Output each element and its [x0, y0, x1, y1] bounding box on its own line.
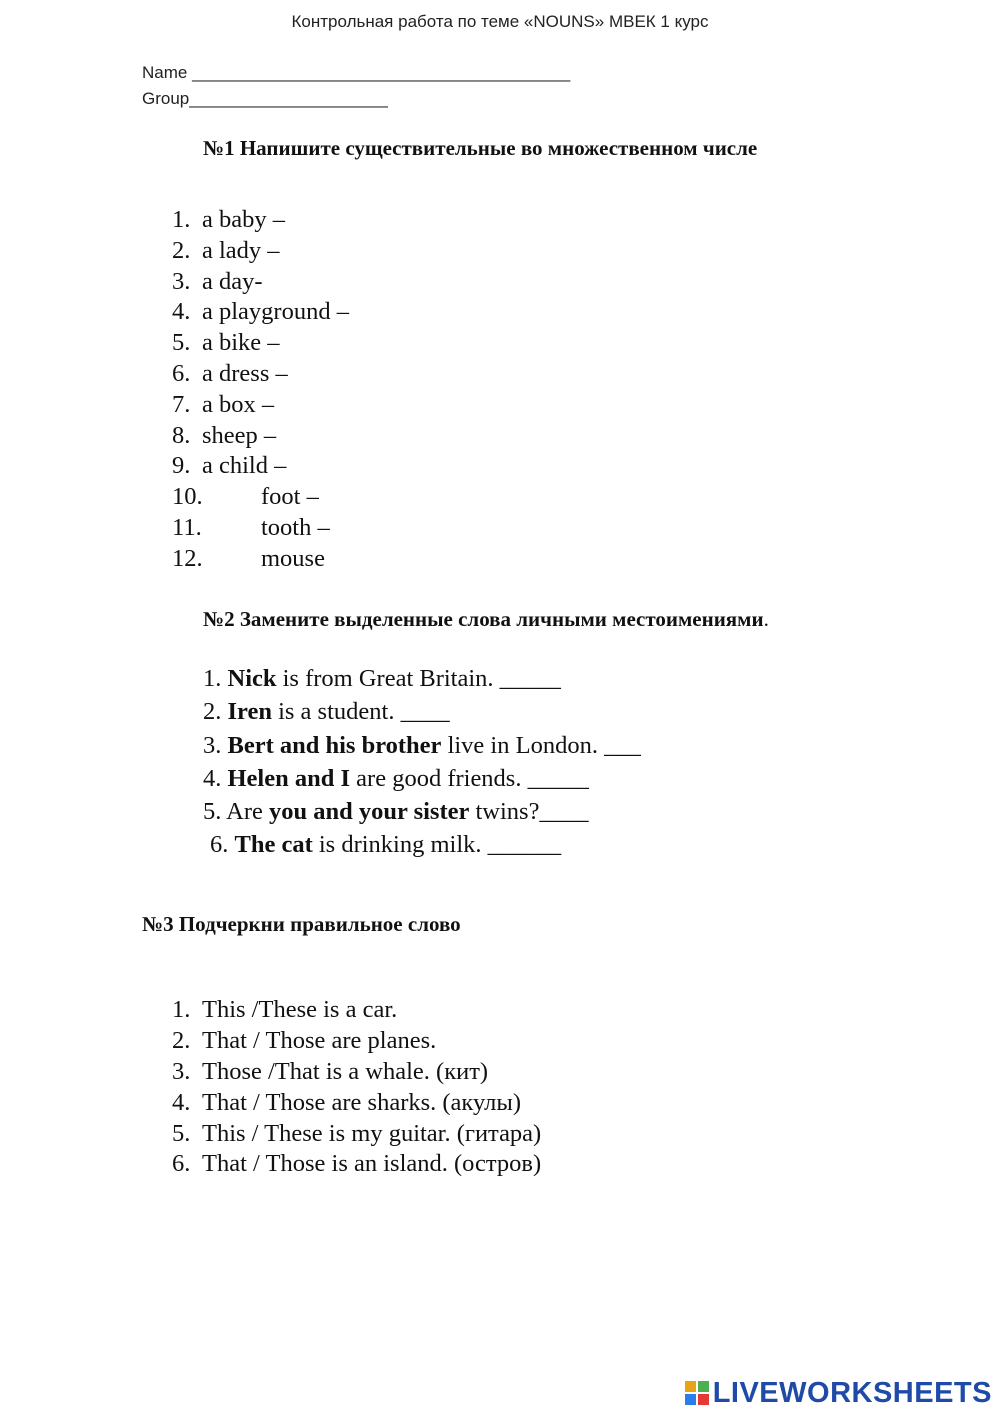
list-item	[172, 451, 349, 482]
item-bold: Iren	[227, 698, 272, 726]
item-text: a baby –	[202, 206, 285, 233]
item-number: 3.	[203, 731, 222, 759]
task1-heading: №1 Напишите существительные во множественном числе	[203, 136, 758, 160]
logo-mark-icon	[685, 1381, 709, 1405]
list-item	[172, 236, 349, 267]
item-post: is a student. ____	[271, 698, 450, 726]
list-item	[172, 482, 349, 513]
item-text: a lady –	[202, 236, 280, 264]
list-item	[172, 513, 349, 544]
item-number: 5.	[172, 1119, 191, 1147]
list-item	[203, 662, 641, 695]
list-item	[203, 695, 641, 728]
item-bold: The cat	[234, 831, 313, 859]
item-number: 1.	[172, 996, 191, 1023]
logo-square-icon	[698, 1381, 709, 1392]
item-post: are good friends. _____	[350, 764, 589, 792]
logo-text: LIVEWORKSHEETS	[712, 1376, 992, 1409]
item-text: tooth –	[261, 513, 330, 541]
item-number: 3.	[172, 267, 191, 295]
item-bold: you and your sister	[269, 798, 470, 826]
list-item	[203, 762, 641, 795]
item-number: 5.	[172, 329, 191, 357]
item-text[interactable]: This / These is my guitar. (гитара)	[202, 1119, 542, 1147]
item-number: 10.	[172, 483, 203, 511]
item-text: sheep –	[202, 421, 277, 449]
list-item	[172, 267, 349, 298]
item-number: 1.	[172, 206, 191, 233]
group-field[interactable]: Group_____________________	[142, 89, 388, 108]
list-item	[172, 1088, 541, 1119]
item-number: 12.	[172, 544, 203, 572]
item-number: 4.	[172, 298, 191, 326]
item-text: foot –	[261, 483, 319, 511]
name-field[interactable]: Name ________________________________________	[142, 63, 571, 82]
task3-heading: №3 Подчеркни правильное слово	[142, 912, 461, 936]
list-item	[172, 1026, 541, 1057]
list-item	[203, 828, 641, 861]
item-text: mouse	[261, 544, 325, 572]
item-number: 8.	[172, 421, 191, 449]
item-number: 2.	[172, 1026, 191, 1054]
item-pre: Are	[226, 798, 270, 826]
item-text[interactable]: That / Those are sharks. (акулы)	[202, 1088, 522, 1116]
item-text: a day-	[202, 267, 263, 295]
list-item	[172, 544, 349, 575]
list-item	[172, 1119, 541, 1150]
task3-list	[172, 995, 541, 1180]
item-number: 6.	[210, 831, 229, 859]
list-item	[172, 390, 349, 421]
list-item	[203, 795, 641, 828]
item-post: is from Great Britain. _____	[276, 665, 561, 692]
item-text: a playground –	[202, 298, 349, 326]
item-text[interactable]: That / Those is an island. (остров)	[202, 1150, 542, 1178]
liveworksheets-logo[interactable]	[685, 1375, 992, 1411]
item-text[interactable]: This /These is a car.	[202, 996, 398, 1023]
item-text: a bike –	[202, 329, 280, 357]
item-bold: Nick	[227, 665, 277, 692]
item-number: 5.	[203, 798, 222, 826]
list-item	[172, 328, 349, 359]
item-text: a child –	[202, 452, 287, 480]
list-item	[172, 297, 349, 328]
item-number: 2.	[172, 236, 191, 264]
item-number: 6.	[172, 1150, 191, 1178]
item-bold: Helen and I	[227, 764, 351, 792]
item-post: is drinking milk. ______	[312, 831, 562, 859]
task2-heading-end: .	[763, 607, 769, 631]
item-text[interactable]: Those /That is a whale. (кит)	[202, 1057, 489, 1085]
logo-square-icon	[698, 1394, 709, 1405]
item-bold: Bert and his brother	[227, 731, 442, 759]
task2-heading-text: №2 Замените выделенные слова личными местоимениями	[203, 607, 764, 631]
task2-heading	[203, 607, 769, 632]
list-item	[172, 205, 349, 236]
list-item	[172, 421, 349, 452]
list-item	[172, 1057, 541, 1088]
item-number: 4.	[203, 764, 222, 792]
item-post: live in London. ___	[441, 731, 641, 759]
item-text: a dress –	[202, 359, 288, 387]
task2-list	[203, 662, 641, 862]
item-number: 1.	[203, 665, 222, 692]
item-number: 6.	[172, 359, 191, 387]
item-number: 11.	[172, 513, 202, 541]
item-number: 3.	[172, 1057, 191, 1085]
logo-square-icon	[685, 1394, 696, 1405]
item-number: 9.	[172, 452, 191, 480]
item-number: 7.	[172, 390, 191, 418]
list-item	[172, 1149, 541, 1180]
worksheet-title: Контрольная работа по теме «NOUNS» МВЕК 1 курс	[291, 12, 709, 31]
item-number: 2.	[203, 698, 222, 726]
list-item	[172, 995, 541, 1026]
item-number: 4.	[172, 1088, 191, 1116]
list-item	[203, 729, 641, 762]
item-post: twins?____	[469, 798, 589, 826]
list-item	[172, 359, 349, 390]
logo-square-icon	[685, 1381, 696, 1392]
task1-list	[172, 205, 349, 575]
item-text[interactable]: That / Those are planes.	[202, 1026, 437, 1054]
item-text: a box –	[202, 390, 275, 418]
